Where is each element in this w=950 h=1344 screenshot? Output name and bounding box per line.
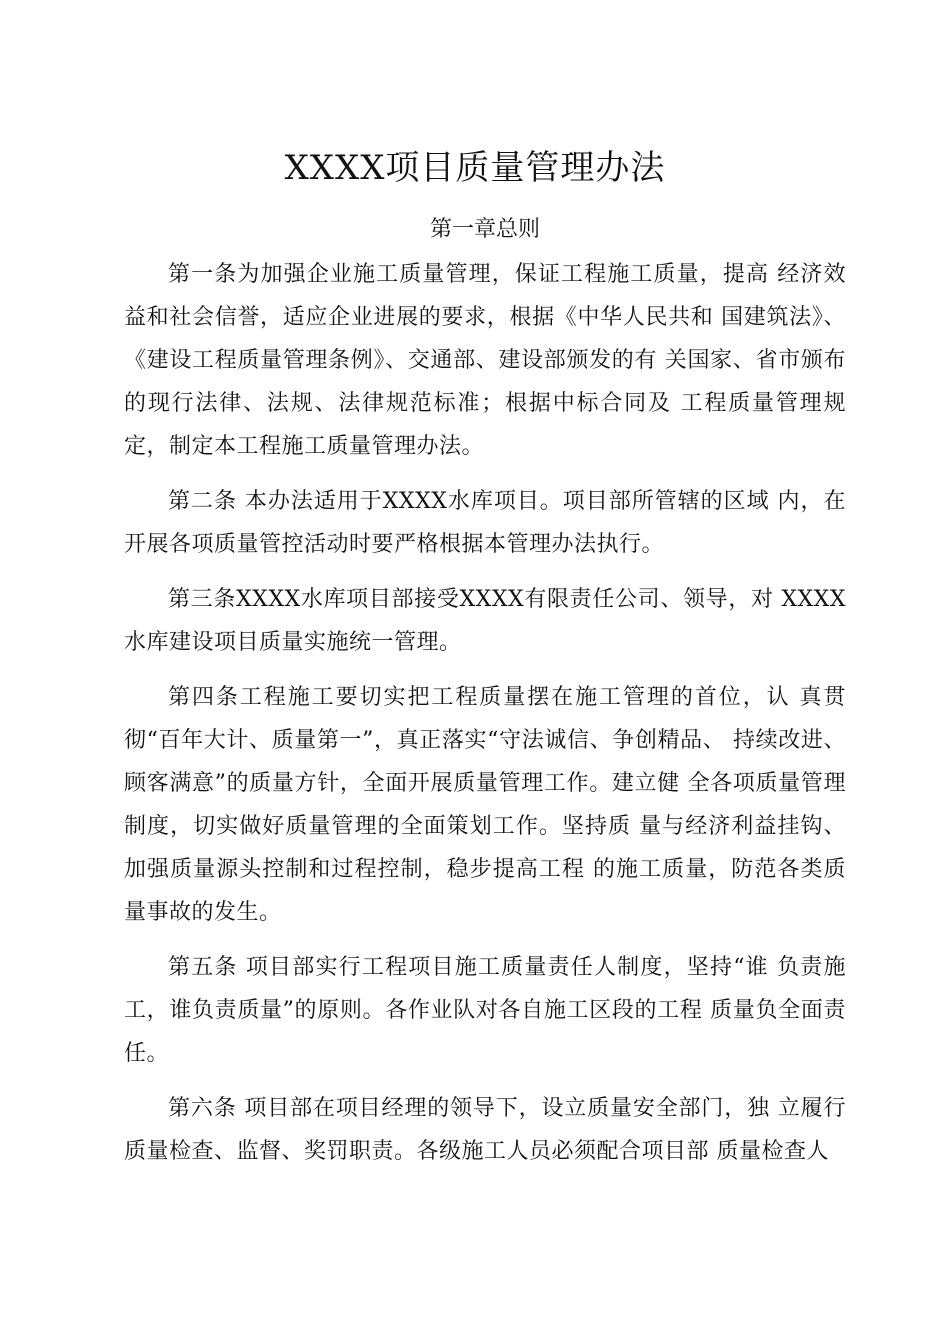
document-title: XXXX项目质量管理办法 [284,148,666,188]
article-6: 第六条 项目部在项目经理的领导下，设立质量安全部门，独 立履行质量检查、监督、奖罚职责。各级施工人员必须配合项目部 质量检查人 [124,1096,846,1164]
article-1: 第一条为加强企业施工质量管理，保证工程施工质量，提高 经济效益和社会信誉，适应企业进展的要求，根据《中华人民共和 国建筑法》、《建设工程质量管理条例》、交通部、建设部颁发的有 关国家、省市颁布的现行法律、法规、法律规范标准；根据中标合同及 工程质量管理规定，制定本工程施工质量管理办法。 [124,262,846,459]
article-3: 第三条XXXX水库项目部接受XXXX有限责任公司、领导，对 XXXX水库建设项目质量实施统一管理。 [124,587,846,655]
article-2: 第二条 本办法适用于XXXX水库项目。项目部所管辖的区域 内，在开展各项质量管控活动时要严格根据本管理办法执行。 [124,489,846,557]
chapter-heading: 第一章总则 [429,217,540,242]
article-5: 第五条 项目部实行工程项目施工质量责任人制度，坚持“谁 负责施工，谁负责质量”的原则。各作业队对各自施工区段的工程 质量负全面责任。 [124,955,846,1066]
document-body [124,253,846,1185]
article-4: 第四条工程施工要切实把工程质量摆在施工管理的首位，认 真贯彻“百年大计、质量第一”，真正落实“守法诚信、争创精品、 持续改进、顾客满意”的质量方针，全面开展质量管理工作。建立健 全各项质量管理制度，切实做好质量管理的全面策划工作。坚持质 量与经济利益挂钩、加强质量源头控制和过程控制，稳步提高工程 的施工质量，防范各类质量事故的发生。 [124,685,846,925]
